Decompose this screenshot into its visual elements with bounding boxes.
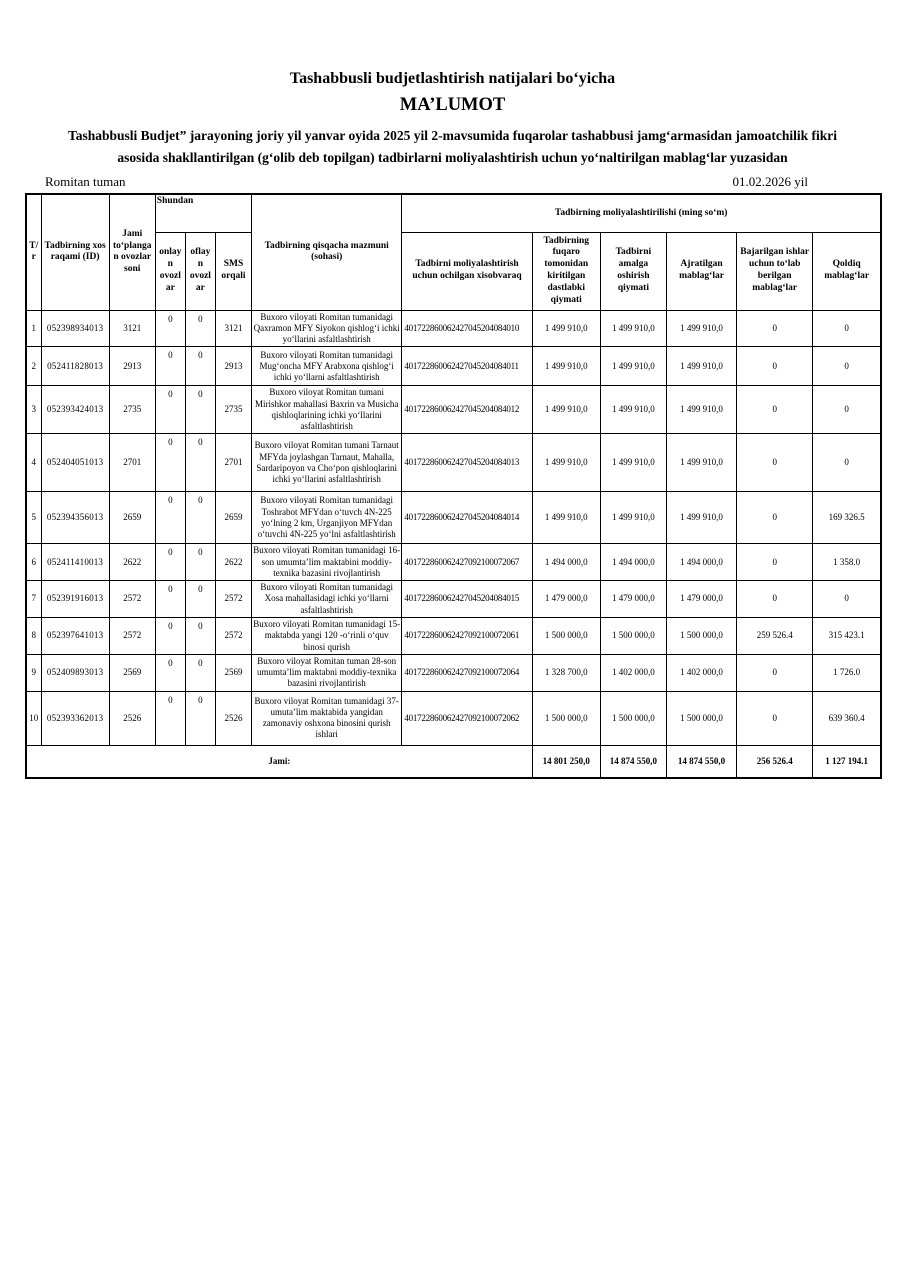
budget-table [25,193,882,779]
cell-total: 2572 [109,617,155,654]
cell-online: 0 [155,347,185,386]
cell-account: 401722860062427092100072064 [402,654,532,691]
cell-allocated: 1 500 000,0 [666,691,736,745]
cell-remainder: 1 726.0 [813,654,881,691]
cell-summary: Buxoro viloyat Romitan tuman 28-son umumta’lim maktabni moddiy-texnika bazasini rivojlantirish [252,654,402,691]
cell-offline: 0 [185,310,215,347]
cell-remainder: 1 358.0 [813,544,881,581]
cell-account: 401722860062427045204084010 [402,310,532,347]
cell-sms: 2569 [215,654,251,691]
cell-tr: 8 [26,617,41,654]
cell-account: 401722860062427045204084014 [402,492,532,544]
total-allocated: 14 874 550,0 [666,745,736,778]
cell-sms: 2913 [215,347,251,386]
col-header-paid: Bajarilgan ishlar uchun to‘lab berilgan mablag‘lar [737,232,813,310]
cell-online: 0 [155,434,185,492]
cell-tr: 7 [26,581,41,618]
cell-remainder: 0 [813,386,881,434]
cell-allocated: 1 494 000,0 [666,544,736,581]
total-remainder: 1 127 194.1 [813,745,881,778]
cell-tr: 3 [26,386,41,434]
cell-allocated: 1 499 910,0 [666,310,736,347]
cell-paid: 0 [737,434,813,492]
table-row [26,617,881,654]
cell-online: 0 [155,691,185,745]
cell-summary: Buxoro viloyat Romitan tumanidagi 37-umuta’lim maktabida yangidan zamonaviy oshxona binosini qurish ishlari [252,691,402,745]
cell-paid: 0 [737,691,813,745]
cell-online: 0 [155,310,185,347]
cell-account: 401722860062427045204084013 [402,434,532,492]
cell-initial: 1 479 000,0 [532,581,600,618]
cell-remainder: 639 360.4 [813,691,881,745]
cell-total: 2735 [109,386,155,434]
cell-initial: 1 499 910,0 [532,434,600,492]
cell-online: 0 [155,544,185,581]
table-row [26,386,881,434]
cell-sms: 3121 [215,310,251,347]
cell-online: 0 [155,654,185,691]
cell-remainder: 315 423.1 [813,617,881,654]
cell-id: 052409893013 [41,654,109,691]
cell-id: 052393362013 [41,691,109,745]
total-paid: 256 526.4 [737,745,813,778]
cell-total: 3121 [109,310,155,347]
table-row [26,581,881,618]
cell-remainder: 0 [813,310,881,347]
cell-summary: Buxoro viloyati Romitan tumanidagi Mug‘oncha MFY Arabxona qishlog‘i ichki yo‘llarni asfaltlashtirish [252,347,402,386]
cell-paid: 0 [737,544,813,581]
cell-total: 2572 [109,581,155,618]
cell-allocated: 1 499 910,0 [666,386,736,434]
table-row [26,544,881,581]
cell-paid: 259 526.4 [737,617,813,654]
table-row [26,492,881,544]
col-header-account: Tadbirni moliyalashtirish uchun ochilgan xisobvaraq [402,232,532,310]
cell-account: 401722860062427092100072067 [402,544,532,581]
cell-allocated: 1 500 000,0 [666,617,736,654]
cell-impl: 1 499 910,0 [600,386,666,434]
cell-tr: 6 [26,544,41,581]
cell-sms: 2572 [215,581,251,618]
cell-initial: 1 328 700,0 [532,654,600,691]
cell-summary: Buxoro viloyati Romitan tumanidagi 16-son umumta’lim maktabini moddiy-texnika bazasini rivojlantirish [252,544,402,581]
cell-remainder: 0 [813,347,881,386]
cell-paid: 0 [737,654,813,691]
cell-initial: 1 499 910,0 [532,310,600,347]
cell-paid: 0 [737,492,813,544]
cell-tr: 1 [26,310,41,347]
col-header-total-votes: Jami to‘plangan ovozlar soni [109,194,155,310]
table-row [26,310,881,347]
meta-row [0,168,905,191]
cell-summary: Buxoro viloyati Romitan tumanidagi Qaxramon MFY Siyokon qishlog‘i ichki yo‘llarini asfaltlashtirish [252,310,402,347]
cell-total: 2913 [109,347,155,386]
col-header-financing-group: Tadbirning moliyalashtirilishi (ming so‘m) [402,194,881,232]
cell-tr: 5 [26,492,41,544]
document-heading: MA’LUMOT [399,95,506,115]
col-header-id: Tadbirning xos raqami (ID) [41,194,109,310]
col-header-initial: Tadbirning fuqaro tomonidan kiritilgan dastlabki qiymati [532,232,600,310]
cell-offline: 0 [185,581,215,618]
cell-online: 0 [155,581,185,618]
cell-total: 2569 [109,654,155,691]
cell-paid: 0 [737,581,813,618]
cell-summary: Buxoro viloyat Romitan tumani Mirishkor mahallasi Baxrin va Musicha qishloqlarining ichki yo‘llarini asfaltlashtirish [252,386,402,434]
cell-sms: 2572 [215,617,251,654]
cell-sms: 2622 [215,544,251,581]
cell-id: 052411828013 [41,347,109,386]
cell-total: 2659 [109,492,155,544]
cell-summary: Buxoro viloyat Romitan tumani Tarnaut MFYda joylashgan Tarnaut, Mahalla, Sardaripoyon va Cho‘pon qishloqlarini ichki yo‘llarini asfaltlashtirish [252,434,402,492]
cell-initial: 1 499 910,0 [532,347,600,386]
cell-total: 2622 [109,544,155,581]
shundan-label: Shundan [156,196,194,207]
cell-allocated: 1 479 000,0 [666,581,736,618]
table-body [26,310,881,745]
col-header-online: onlayn ovozlar [155,232,185,310]
document-subtitle: Tashabbusli Budjet” jarayoning joriy yil yanvar oyida 2025 yil 2-mavsumida fuqarolar tashabbusi jamg‘armasidan jamoatchilik fikri asosida shakllantirilgan (g‘olib deb topilgan) tadbirlarni moliyalashtirish uchun yo‘naltirilgan mablag‘lar yuzasidan [67,128,838,165]
cell-impl: 1 402 000,0 [600,654,666,691]
cell-online: 0 [155,386,185,434]
cell-impl: 1 500 000,0 [600,617,666,654]
cell-tr: 2 [26,347,41,386]
table-row [26,691,881,745]
cell-account: 401722860062427045204084015 [402,581,532,618]
cell-allocated: 1 499 910,0 [666,492,736,544]
header-band-top [26,194,881,232]
cell-offline: 0 [185,492,215,544]
col-header-allocated: Ajratilgan mablag‘lar [666,232,736,310]
cell-tr: 10 [26,691,41,745]
total-label: Jami: [26,745,532,778]
cell-impl: 1 500 000,0 [600,691,666,745]
cell-impl: 1 479 000,0 [600,581,666,618]
cell-id: 052394356013 [41,492,109,544]
cell-impl: 1 499 910,0 [600,310,666,347]
cell-id: 052397641013 [41,617,109,654]
cell-initial: 1 500 000,0 [532,691,600,745]
cell-total: 2701 [109,434,155,492]
cell-online: 0 [155,617,185,654]
cell-sms: 2701 [215,434,251,492]
cell-remainder: 169 326.5 [813,492,881,544]
date-label: 01.02.2026 yil [732,174,808,190]
table-row [26,347,881,386]
cell-account: 401722860062427045204084012 [402,386,532,434]
cell-impl: 1 499 910,0 [600,492,666,544]
cell-offline: 0 [185,434,215,492]
cell-initial: 1 499 910,0 [532,492,600,544]
cell-summary: Buxoro viloyati Romitan tumanidagi 15-maktabda yangi 120 -o‘rinli o‘quv binosi qurish [252,617,402,654]
cell-id: 052398934013 [41,310,109,347]
cell-paid: 0 [737,386,813,434]
cell-allocated: 1 402 000,0 [666,654,736,691]
cell-offline: 0 [185,347,215,386]
cell-id: 052391916013 [41,581,109,618]
cell-initial: 1 494 000,0 [532,544,600,581]
cell-remainder: 0 [813,581,881,618]
cell-summary: Buxoro viloyati Romitan tumanidagi Xosa mahallasidagi ichki yo‘llarni asfaltlashtirish [252,581,402,618]
col-header-summary: Tadbirning qisqacha mazmuni (sohasi) [252,194,402,310]
cell-account: 401722860062427092100072061 [402,617,532,654]
cell-offline: 0 [185,544,215,581]
cell-tr: 9 [26,654,41,691]
cell-id: 052404051013 [41,434,109,492]
cell-remainder: 0 [813,434,881,492]
cell-tr: 4 [26,434,41,492]
cell-impl: 1 494 000,0 [600,544,666,581]
cell-offline: 0 [185,654,215,691]
cell-paid: 0 [737,310,813,347]
cell-account: 401722860062427092100072062 [402,691,532,745]
cell-id: 052393424013 [41,386,109,434]
cell-sms: 2735 [215,386,251,434]
total-row [26,745,881,778]
cell-offline: 0 [185,617,215,654]
col-header-offline: oflayn ovozlar [185,232,215,310]
cell-summary: Buxoro viloyati Romitan tumanidagi Toshrabot MFYdan o‘tuvch 4N-225 yo‘lning 2 km, Urganjiyon MFYdan o‘tuvchi 4N-225 yo‘lni asfaltlashtirish [252,492,402,544]
cell-allocated: 1 499 910,0 [666,434,736,492]
table-row [26,434,881,492]
cell-impl: 1 499 910,0 [600,347,666,386]
cell-total: 2526 [109,691,155,745]
col-header-shundan [155,194,251,232]
cell-paid: 0 [737,347,813,386]
cell-initial: 1 499 910,0 [532,386,600,434]
cell-offline: 0 [185,386,215,434]
table-row [26,654,881,691]
total-initial: 14 801 250,0 [532,745,600,778]
cell-account: 401722860062427045204084011 [402,347,532,386]
col-header-sms: SMS orqali [215,232,251,310]
cell-sms: 2659 [215,492,251,544]
col-header-tr: T/r [26,194,41,310]
cell-allocated: 1 499 910,0 [666,347,736,386]
cell-sms: 2526 [215,691,251,745]
cell-id: 052411410013 [41,544,109,581]
col-header-remainder: Qoldiq mablag‘lar [813,232,881,310]
cell-offline: 0 [185,691,215,745]
region-label: Romitan tuman [45,174,126,190]
cell-impl: 1 499 910,0 [600,434,666,492]
cell-online: 0 [155,492,185,544]
document-title: Tashabbusli budjetlashtirish natijalari bo‘yicha [289,70,616,87]
total-impl: 14 874 550,0 [600,745,666,778]
cell-initial: 1 500 000,0 [532,617,600,654]
col-header-impl: Tadbirni amalga oshirish qiymati [600,232,666,310]
